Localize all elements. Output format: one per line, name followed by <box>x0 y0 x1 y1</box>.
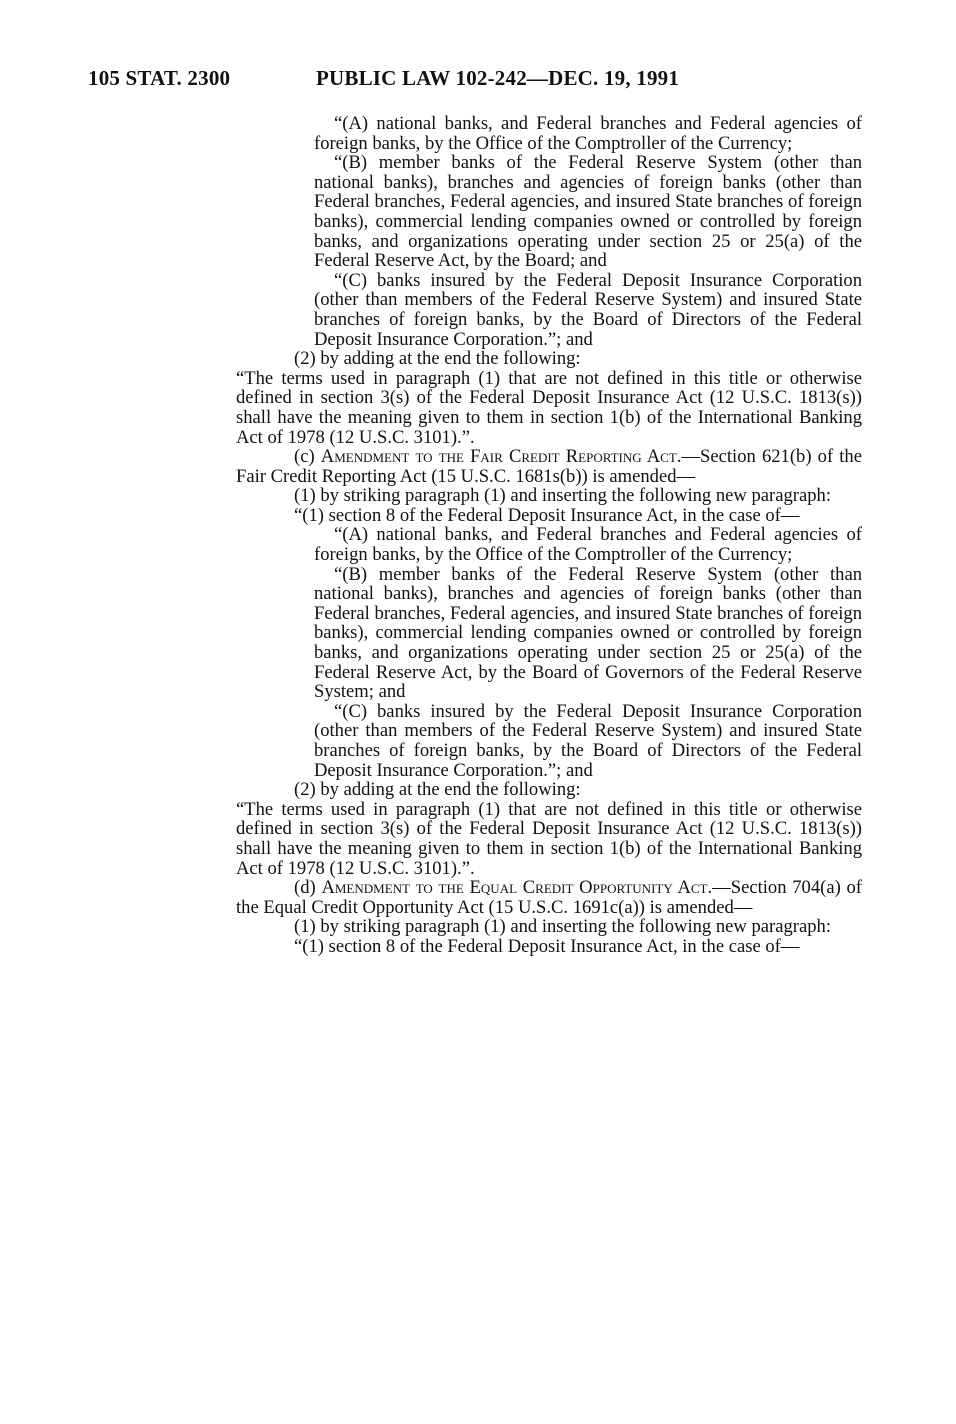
clause-a-first: “(A) national banks, and Federal branches and Federal agencies of foreign banks, by the Office of the Comptroller of the Currency; <box>314 113 862 154</box>
subsection-c-label: (c) <box>294 446 321 468</box>
clause-b-first: “(B) member banks of the Federal Reserve System (other than national banks), branches and agencies of foreign banks (other than Federal branches, Federal agencies, and insured State branches of foreign banks), commercial lending companies owned or controlled by foreign banks, and organizations operating under section 25 or 25(a) of the Federal Reserve Act, by the Board; and <box>314 152 862 272</box>
quoted-section-8-fcra: “(1) section 8 of the Federal Deposit Insurance Act, in the case of— <box>294 504 800 526</box>
subsection-d-label: (d) <box>294 877 322 899</box>
paragraph-1-ecoa: (1) by striking paragraph (1) and inserting the following new paragraph: <box>294 916 831 938</box>
clause-a-fcra: “(A) national banks, and Federal branches and Federal agencies of foreign banks, by the Office of the Comptroller of the Currency; <box>314 524 862 566</box>
paragraph-2-first: (2) by adding at the end the following: <box>294 348 581 370</box>
quoted-terms-first: “The terms used in paragraph (1) that are not defined in this title or otherwise defined in section 3(s) of the Federal Deposit Insurance Act (12 U.S.C. 1813(s)) shall have the meaning given to them in section 1(b) of the International Banking Act of 1978 (12 U.S.C. 3101).”. <box>236 367 862 448</box>
subsection-d-heading: Amendment to the Equal Credit Opportunity Act <box>321 877 708 899</box>
paragraph-2-fcra: (2) by adding at the end the following: <box>294 779 581 801</box>
clause-c-fcra: “(C) banks insured by the Federal Deposit Insurance Corporation (other than members of the Federal Reserve System) and insured State branches of foreign banks, by the Board of Directors of the Federal Deposit Insurance Corporation.”; and <box>314 700 862 781</box>
subsection-c <box>236 447 862 486</box>
public-law-title: PUBLIC LAW 102-242—DEC. 19, 1991 <box>316 66 680 90</box>
subsection-d <box>236 878 862 917</box>
subsection-d-text: .—Section 704(a) of the Equal Credit Opportunity Act (15 U.S.C. 1691c(a)) is amended— <box>236 877 862 918</box>
subsection-c-text: .—Section 621(b) of the Fair Credit Reporting Act (15 U.S.C. 1681s(b)) is amended— <box>236 446 862 487</box>
clause-b-fcra: “(B) member banks of the Federal Reserve System (other than national banks), branches and agencies of foreign banks (other than Federal branches, Federal agencies, and insured State branches of foreign banks), commercial lending companies owned or controlled by foreign banks, and organizations operating under section 25 or 25(a) of the Federal Reserve Act, by the Board of Governors of the Federal Reserve System; and <box>314 563 862 703</box>
quoted-section-8-ecoa: “(1) section 8 of the Federal Deposit Insurance Act, in the case of— <box>294 935 800 957</box>
statute-text <box>236 114 862 957</box>
paragraph-1-fcra: (1) by striking paragraph (1) and inserting the following new paragraph: <box>294 485 831 507</box>
subsection-c-heading: Amendment to the Fair Credit Reporting Act <box>320 446 677 468</box>
quoted-terms-fcra: “The terms used in paragraph (1) that are not defined in this title or otherwise defined in section 3(s) of the Federal Deposit Insurance Act (12 U.S.C. 1813(s)) shall have the meaning given to them in section 1(b) of the International Banking Act of 1978 (12 U.S.C. 3101).”. <box>236 798 862 879</box>
stat-page-number: 105 STAT. 2300 <box>88 66 231 90</box>
clause-c-first: “(C) banks insured by the Federal Deposit Insurance Corporation (other than members of the Federal Reserve System) and insured State branches of foreign banks, by the Board of Directors of the Federal Deposit Insurance Corporation.”; and <box>314 269 862 350</box>
